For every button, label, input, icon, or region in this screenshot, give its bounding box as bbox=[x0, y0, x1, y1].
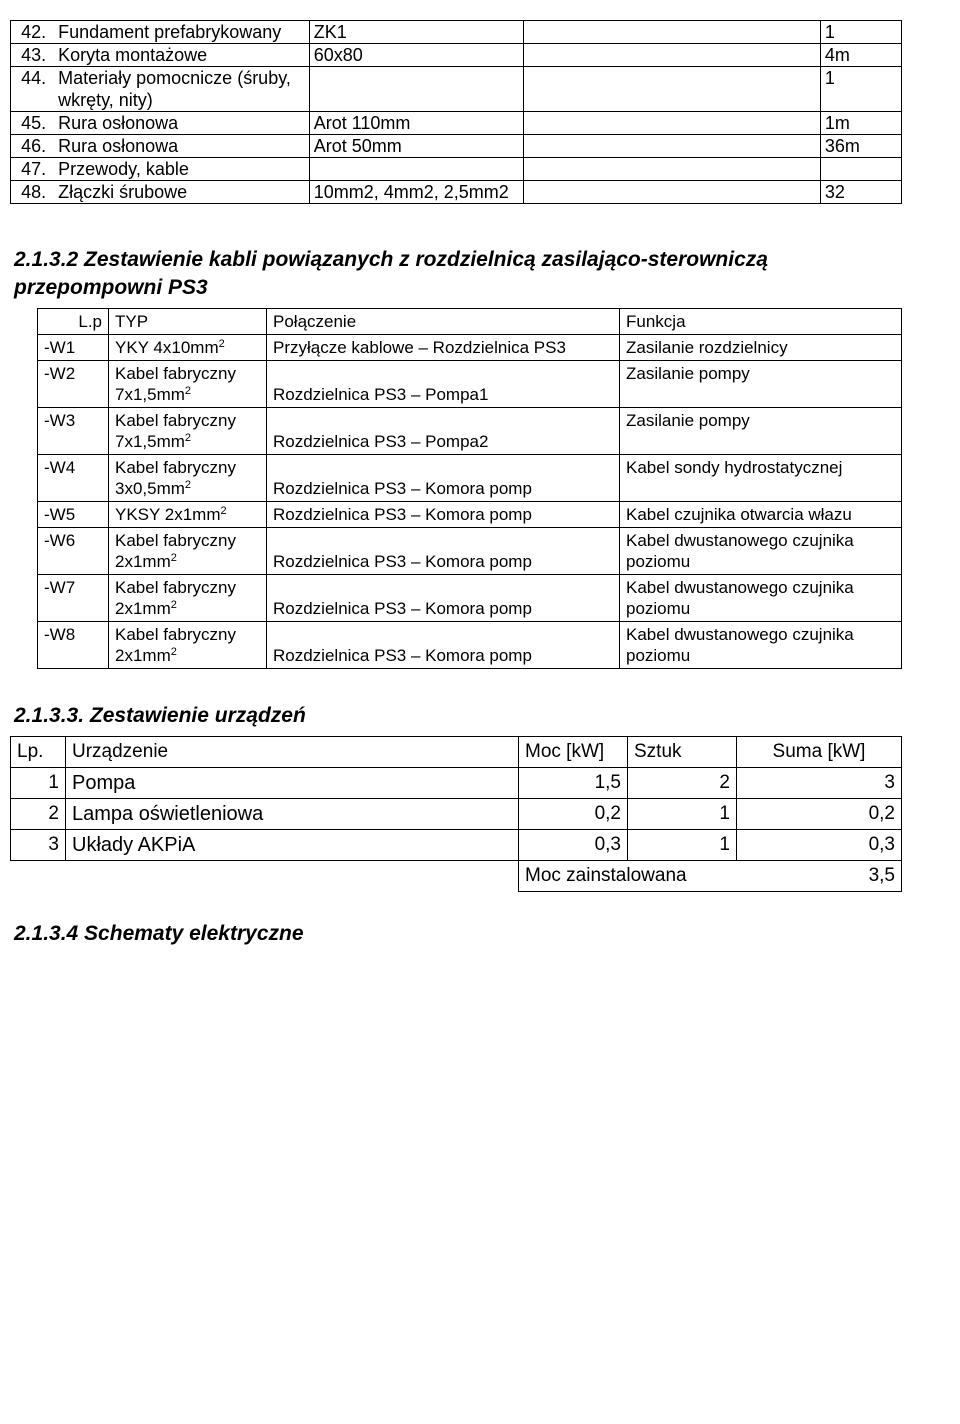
device-power: 1,5 bbox=[519, 768, 628, 799]
cable-type-line2: 7x1,5mm bbox=[115, 385, 185, 404]
cable-function: Zasilanie rozdzielnicy bbox=[620, 335, 902, 361]
cable-connection: Rozdzielnica PS3 – Komora pomp bbox=[267, 575, 620, 622]
cable-type-superscript: 2 bbox=[218, 338, 225, 350]
devices-table bbox=[10, 736, 902, 892]
header-connection: Połączenie bbox=[267, 309, 620, 335]
device-name: Lampa oświetleniowa bbox=[66, 799, 519, 830]
cable-type bbox=[109, 408, 267, 455]
material-empty bbox=[524, 135, 821, 158]
cable-function: Kabel czujnika otwarcia włazu bbox=[620, 502, 902, 528]
cable-type-line1: Kabel fabryczny bbox=[115, 458, 236, 477]
header-lp: Lp. bbox=[11, 737, 66, 768]
cable-connection: Rozdzielnica PS3 – Komora pomp bbox=[267, 502, 620, 528]
device-count: 1 bbox=[628, 830, 737, 861]
cable-type-line2: 7x1,5mm bbox=[115, 432, 185, 451]
cable-connection: Przyłącze kablowe – Rozdzielnica PS3 bbox=[267, 335, 620, 361]
cable-type bbox=[109, 575, 267, 622]
cable-type-superscript: 2 bbox=[184, 479, 192, 491]
material-empty bbox=[524, 158, 821, 181]
header-power: Moc [kW] bbox=[519, 737, 628, 768]
cable-connection: Rozdzielnica PS3 – Komora pomp bbox=[267, 455, 620, 502]
header-function: Funkcja bbox=[620, 309, 902, 335]
cable-type-line1: YKY 4x10mm bbox=[115, 338, 219, 357]
cable-row bbox=[38, 455, 902, 502]
cable-row bbox=[38, 622, 902, 669]
cable-type-line2: 2x1mm bbox=[115, 552, 171, 571]
cable-type-line1: Kabel fabryczny bbox=[115, 578, 236, 597]
materials-row bbox=[11, 21, 902, 44]
cable-row bbox=[38, 335, 902, 361]
cable-type-superscript: 2 bbox=[170, 552, 177, 564]
cable-type-superscript: 2 bbox=[184, 385, 192, 397]
cable-row bbox=[38, 528, 902, 575]
header-lp: L.p bbox=[38, 309, 109, 335]
material-number: 42. bbox=[11, 21, 55, 44]
material-name: Rura osłonowa bbox=[54, 135, 309, 158]
cable-type-line2: 2x1mm bbox=[115, 599, 171, 618]
material-name: Fundament prefabrykowany bbox=[54, 21, 309, 44]
material-quantity bbox=[820, 158, 901, 181]
devices-total-row bbox=[11, 861, 902, 892]
cable-row bbox=[38, 361, 902, 408]
cable-id: -W4 bbox=[38, 455, 109, 502]
cable-type bbox=[109, 361, 267, 408]
material-name: Złączki śrubowe bbox=[54, 181, 309, 204]
total-value: 3,5 bbox=[737, 861, 902, 892]
device-lp: 1 bbox=[11, 768, 66, 799]
cable-function: Kabel sondy hydrostatycznej bbox=[620, 455, 902, 502]
cable-type-superscript: 2 bbox=[170, 599, 177, 611]
cable-type-superscript: 2 bbox=[220, 505, 227, 517]
cable-type-line1: Kabel fabryczny bbox=[115, 625, 236, 644]
material-spec bbox=[309, 158, 524, 181]
material-quantity: 4m bbox=[820, 44, 901, 67]
cable-connection: Rozdzielnica PS3 – Komora pomp bbox=[267, 622, 620, 669]
cable-type-superscript: 2 bbox=[184, 432, 192, 444]
section-heading-schemes: 2.1.3.4 Schematy elektryczne bbox=[14, 922, 304, 945]
devices-header-row bbox=[11, 737, 902, 768]
device-row bbox=[11, 830, 902, 861]
cable-id: -W6 bbox=[38, 528, 109, 575]
section-heading-cables: 2.1.3.2 Zestawienie kabli powiązanych z rozdzielnicą zasilająco-sterowniczą przepompowni PS3 bbox=[14, 248, 768, 299]
cable-type bbox=[109, 528, 267, 575]
materials-row bbox=[11, 44, 902, 67]
device-lp: 3 bbox=[11, 830, 66, 861]
device-row bbox=[11, 799, 902, 830]
cable-function: Kabel dwustanowego czujnika poziomu bbox=[620, 622, 902, 669]
material-number: 44. bbox=[11, 67, 55, 112]
cables-header-row bbox=[38, 309, 902, 335]
cable-type-line2: 3x0,5mm bbox=[115, 479, 185, 498]
device-count: 2 bbox=[628, 768, 737, 799]
material-empty bbox=[524, 21, 821, 44]
material-spec: 60x80 bbox=[309, 44, 524, 67]
cable-type-line1: Kabel fabryczny bbox=[115, 531, 236, 550]
device-power: 0,3 bbox=[519, 830, 628, 861]
total-label: Moc zainstalowana bbox=[519, 861, 737, 892]
materials-row bbox=[11, 158, 902, 181]
materials-row bbox=[11, 67, 902, 112]
cable-connection: Rozdzielnica PS3 – Pompa2 bbox=[267, 408, 620, 455]
cable-row bbox=[38, 502, 902, 528]
cable-type-line1: YKSY 2x1mm bbox=[115, 505, 221, 524]
header-count: Sztuk bbox=[628, 737, 737, 768]
cable-type bbox=[109, 502, 267, 528]
cable-id: -W2 bbox=[38, 361, 109, 408]
cable-row bbox=[38, 408, 902, 455]
device-power: 0,2 bbox=[519, 799, 628, 830]
cables-table bbox=[37, 308, 902, 669]
materials-row bbox=[11, 112, 902, 135]
header-typ: TYP bbox=[109, 309, 267, 335]
cable-connection: Rozdzielnica PS3 – Pompa1 bbox=[267, 361, 620, 408]
material-empty bbox=[524, 44, 821, 67]
material-number: 46. bbox=[11, 135, 55, 158]
material-empty bbox=[524, 112, 821, 135]
materials-row bbox=[11, 135, 902, 158]
cable-id: -W7 bbox=[38, 575, 109, 622]
material-spec: Arot 50mm bbox=[309, 135, 524, 158]
material-number: 43. bbox=[11, 44, 55, 67]
material-spec: 10mm2, 4mm2, 2,5mm2 bbox=[309, 181, 524, 204]
material-number: 47. bbox=[11, 158, 55, 181]
material-empty bbox=[524, 67, 821, 112]
material-name: Rura osłonowa bbox=[54, 112, 309, 135]
cable-function: Zasilanie pompy bbox=[620, 408, 902, 455]
material-name: Materiały pomocnicze (śruby, wkręty, nity) bbox=[54, 67, 309, 112]
cable-id: -W1 bbox=[38, 335, 109, 361]
cable-id: -W8 bbox=[38, 622, 109, 669]
device-lp: 2 bbox=[11, 799, 66, 830]
cable-id: -W3 bbox=[38, 408, 109, 455]
cable-function: Zasilanie pompy bbox=[620, 361, 902, 408]
material-spec bbox=[309, 67, 524, 112]
device-sum: 3 bbox=[737, 768, 902, 799]
device-sum: 0,3 bbox=[737, 830, 902, 861]
materials-table bbox=[10, 20, 902, 204]
device-row bbox=[11, 768, 902, 799]
material-quantity: 1 bbox=[820, 67, 901, 112]
material-spec: ZK1 bbox=[309, 21, 524, 44]
material-quantity: 36m bbox=[820, 135, 901, 158]
cable-row bbox=[38, 575, 902, 622]
material-number: 48. bbox=[11, 181, 55, 204]
cable-type bbox=[109, 335, 267, 361]
material-number: 45. bbox=[11, 112, 55, 135]
cable-type-superscript: 2 bbox=[170, 646, 177, 658]
section-heading-devices: 2.1.3.3. Zestawienie urządzeń bbox=[14, 704, 306, 727]
material-quantity: 32 bbox=[820, 181, 901, 204]
header-sum: Suma [kW] bbox=[737, 737, 902, 768]
cable-type-line1: Kabel fabryczny bbox=[115, 364, 236, 383]
device-count: 1 bbox=[628, 799, 737, 830]
material-name: Przewody, kable bbox=[54, 158, 309, 181]
cable-type bbox=[109, 622, 267, 669]
material-empty bbox=[524, 181, 821, 204]
header-device: Urządzenie bbox=[66, 737, 519, 768]
cable-function: Kabel dwustanowego czujnika poziomu bbox=[620, 575, 902, 622]
cable-connection: Rozdzielnica PS3 – Komora pomp bbox=[267, 528, 620, 575]
cable-type bbox=[109, 455, 267, 502]
total-spacer bbox=[11, 861, 519, 892]
cable-id: -W5 bbox=[38, 502, 109, 528]
cable-type-line1: Kabel fabryczny bbox=[115, 411, 236, 430]
cable-function: Kabel dwustanowego czujnika poziomu bbox=[620, 528, 902, 575]
material-quantity: 1m bbox=[820, 112, 901, 135]
material-name: Koryta montażowe bbox=[54, 44, 309, 67]
material-quantity: 1 bbox=[820, 21, 901, 44]
device-sum: 0,2 bbox=[737, 799, 902, 830]
materials-row bbox=[11, 181, 902, 204]
device-name: Pompa bbox=[66, 768, 519, 799]
material-spec: Arot 110mm bbox=[309, 112, 524, 135]
device-name: Układy AKPiA bbox=[66, 830, 519, 861]
cable-type-line2: 2x1mm bbox=[115, 646, 171, 665]
